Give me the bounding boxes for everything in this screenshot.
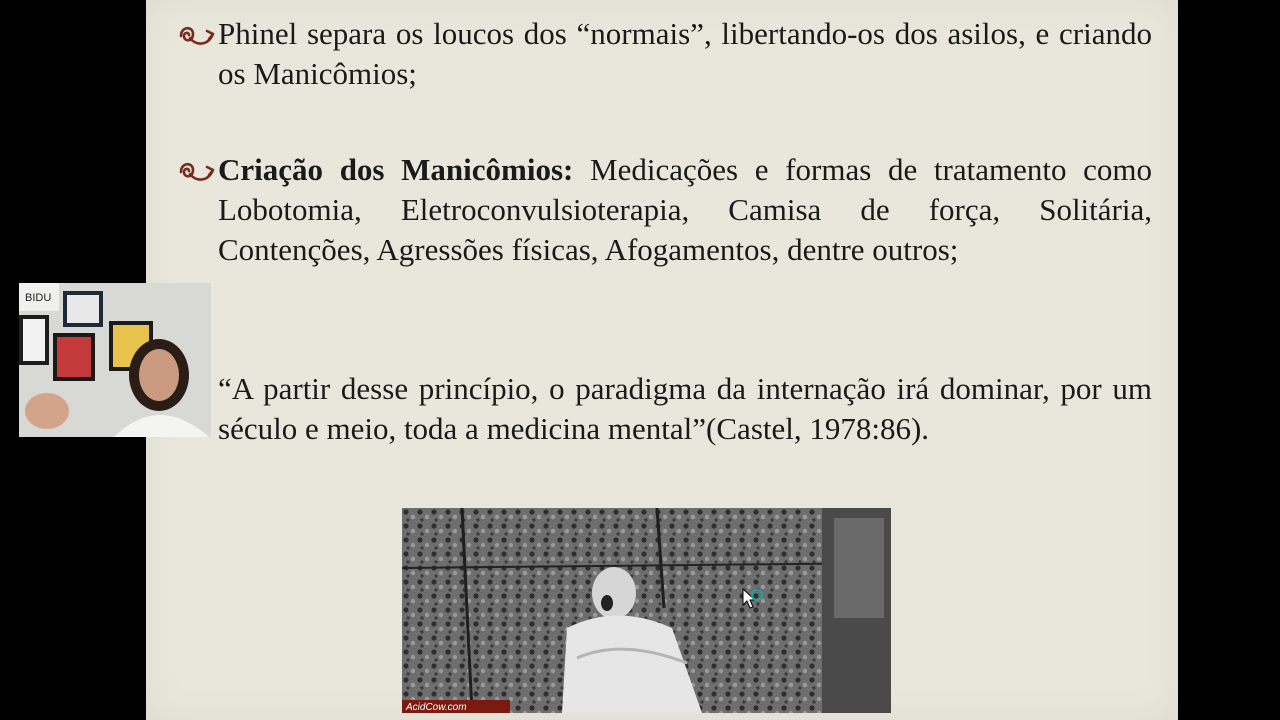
ornamental-bullet-icon (178, 22, 216, 50)
straitjacket-photo (402, 508, 891, 713)
bullet-text-phinel: Phinel separa os loucos dos “normais”, libertando-os dos asilos, e criando os Manicômios; (218, 16, 1152, 91)
ornamental-bullet-icon (178, 158, 216, 186)
bullet-heading: Criação dos Manicômios: (218, 152, 574, 187)
mouse-cursor-icon (742, 588, 766, 614)
photo-watermark: AcidCow.com (406, 702, 467, 713)
webcam-overlay (19, 283, 211, 437)
bullet-text-manicomios (218, 150, 1152, 270)
wall-sign-text: BIDU (25, 292, 52, 304)
quote-castel: “A partir desse princípio, o paradigma da internação irá dominar, por um século e meio, toda a medicina mental”(Castel, 1978:86). (218, 371, 1152, 446)
bullet-body: Medicações e formas de tratamento como Lobotomia, Eletroconvulsioterapia, Camisa de força, Solitária, Contenções, Agressões físicas, Afogamentos, dentre outros; (218, 152, 1152, 267)
